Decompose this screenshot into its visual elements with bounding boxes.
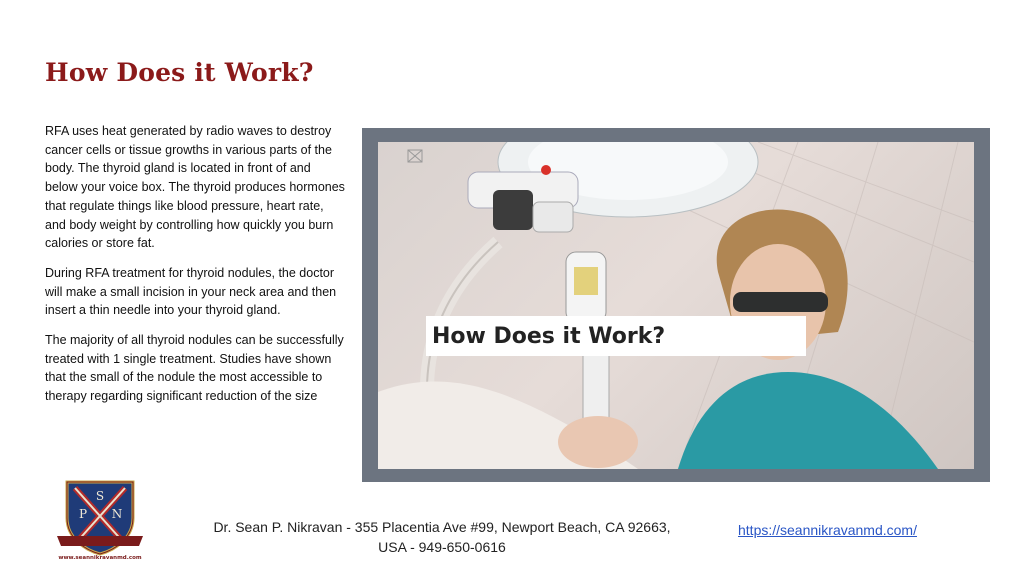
website-link[interactable]: https://seannikravanmd.com/ — [738, 522, 917, 538]
photo-caption-text: How Does it Work? — [432, 323, 666, 349]
body-text — [45, 122, 345, 417]
footer-address — [180, 517, 704, 557]
slide-title: How Does it Work? — [45, 58, 314, 87]
logo-letter-s: S — [95, 489, 105, 503]
logo-url-text: www.seannikravanmd.com — [58, 555, 142, 561]
footer-address-line2: USA - 949-650-0616 — [378, 539, 506, 555]
treatment-photo — [378, 142, 974, 469]
logo-letter-p: P — [78, 507, 88, 521]
photo-frame — [362, 128, 990, 482]
logo-letter-n: N — [111, 507, 123, 521]
footer-address-line1: Dr. Sean P. Nikravan - 355 Placentia Ave #99, Newport Beach, CA 92663, — [213, 519, 671, 535]
treatment-photo-illustration — [378, 142, 974, 469]
paragraph-rfa-intro: RFA uses heat generated by radio waves to destroy cancer cells or tissue growths in various parts of the body. The thyroid gland is located in front of and below your voice box. The thyroid produces hormones that regulate things like blood pressure, heart rate, and body weight by controlling how quickly you burn calories or store fat. — [45, 124, 345, 251]
practice-logo — [45, 478, 155, 566]
photo-caption-banner — [426, 316, 806, 356]
shield-crest-icon — [45, 478, 155, 556]
paragraph-rfa-procedure: During RFA treatment for thyroid nodules, the doctor will make a small incision in your neck area and then insert a thin needle into your thyroid gland. — [45, 265, 337, 318]
paragraph-rfa-results: The majority of all thyroid nodules can be successfully treated with 1 single treatment. Studies have shown that the small of the nodule the most accessible to therapy regarding significant reduction of the size — [45, 333, 344, 404]
